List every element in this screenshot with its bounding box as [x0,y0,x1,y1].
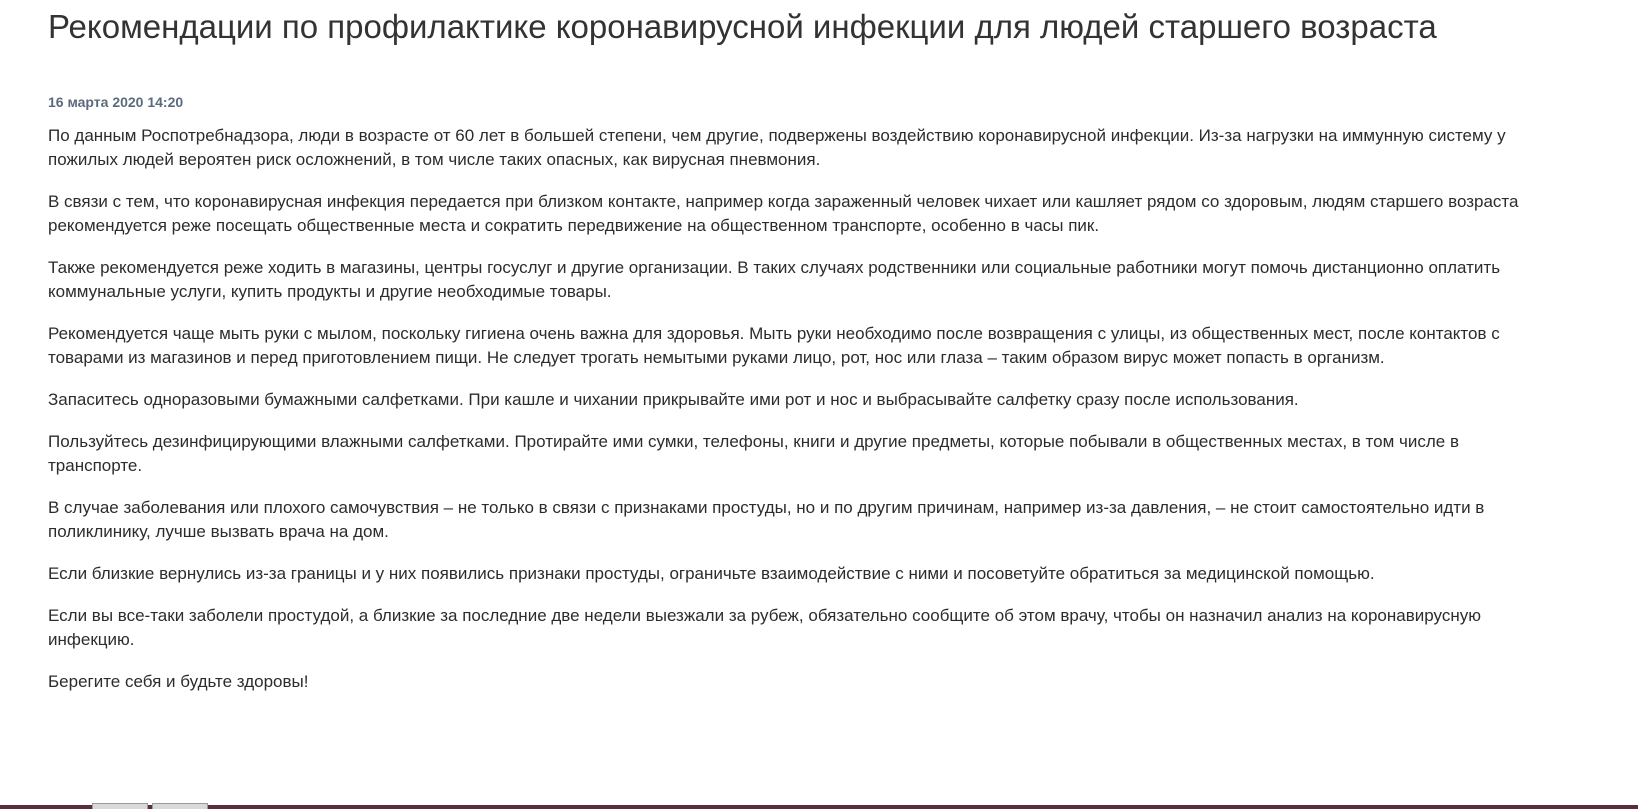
taskbar-tabs [92,803,208,809]
article-paragraph: В случае заболевания или плохого самочувствия – не только в связи с признаками простуды, но и по другим причинам, например из-за давления, – не стоит самостоятельно идти в поликлинику, лучше вызвать врача на дом. [48,498,1485,541]
article-paragraph: Берегите себя и будьте здоровы! [48,672,309,691]
taskbar-tab[interactable] [92,803,148,809]
taskbar-strip [0,805,1638,809]
article-paragraph: Если вы все-таки заболели простудой, а близкие за последние две недели выезжали за рубеж, обязательно сообщите об этом врачу, чтобы он назначил анализ на коронавирусную инфекцию. [48,606,1481,649]
article-paragraph: По данным Роспотребнадзора, люди в возрасте от 60 лет в большей степени, чем другие, подвержены воздействию коронавирусной инфекции. Из-за нагрузки на иммунную систему у пожилых людей вероятен риск осложнений, в том числе таких опасных, как вирусная пневмония. [48,126,1506,169]
article-paragraph: Рекомендуется чаще мыть руки с мылом, поскольку гигиена очень важна для здоровья. Мыть руки необходимо после возвращения с улицы, из общественных мест, после контактов с товарами из магазинов и перед приготовлением пищи. Не следует трогать немытыми руками лицо, рот, нос или глаза – таким образом вирус может попасть в организм. [48,324,1500,367]
article [48,0,1538,712]
article-body [48,124,1538,694]
article-paragraph: Также рекомендуется реже ходить в магазины, центры госуслуг и другие организации. В таких случаях родственники или социальные работники могут помочь дистанционно оплатить коммунальные услуги, купить продукты и другие необходимые товары. [48,258,1501,301]
article-paragraph: Запаситесь одноразовыми бумажными салфетками. При кашле и чихании прикрывайте ими рот и нос и выбрасывайте салфетку сразу после использования. [48,390,1299,409]
article-date: 16 марта 2020 14:20 [48,94,184,110]
article-paragraph: Пользуйтесь дезинфицирующими влажными салфетками. Протирайте ими сумки, телефоны, книги и другие предметы, которые побывали в общественных местах, в том числе в транспорте. [48,432,1459,475]
taskbar-tab[interactable] [152,803,208,809]
article-paragraph: Если близкие вернулись из-за границы и у них появились признаки простуды, ограничьте взаимодействие с ними и посоветуйте обратиться за медицинской помощью. [48,564,1375,583]
article-title: Рекомендации по профилактике коронавирусной инфекции для людей старшего возраста [48,8,1437,45]
article-paragraph: В связи с тем, что коронавирусная инфекция передается при близком контакте, например когда зараженный человек чихает или кашляет рядом со здоровым, людям старшего возраста рекомендуется реже посещать общественные места и сократить передвижение на общественном транспорте, особенно в часы пик. [48,192,1519,235]
